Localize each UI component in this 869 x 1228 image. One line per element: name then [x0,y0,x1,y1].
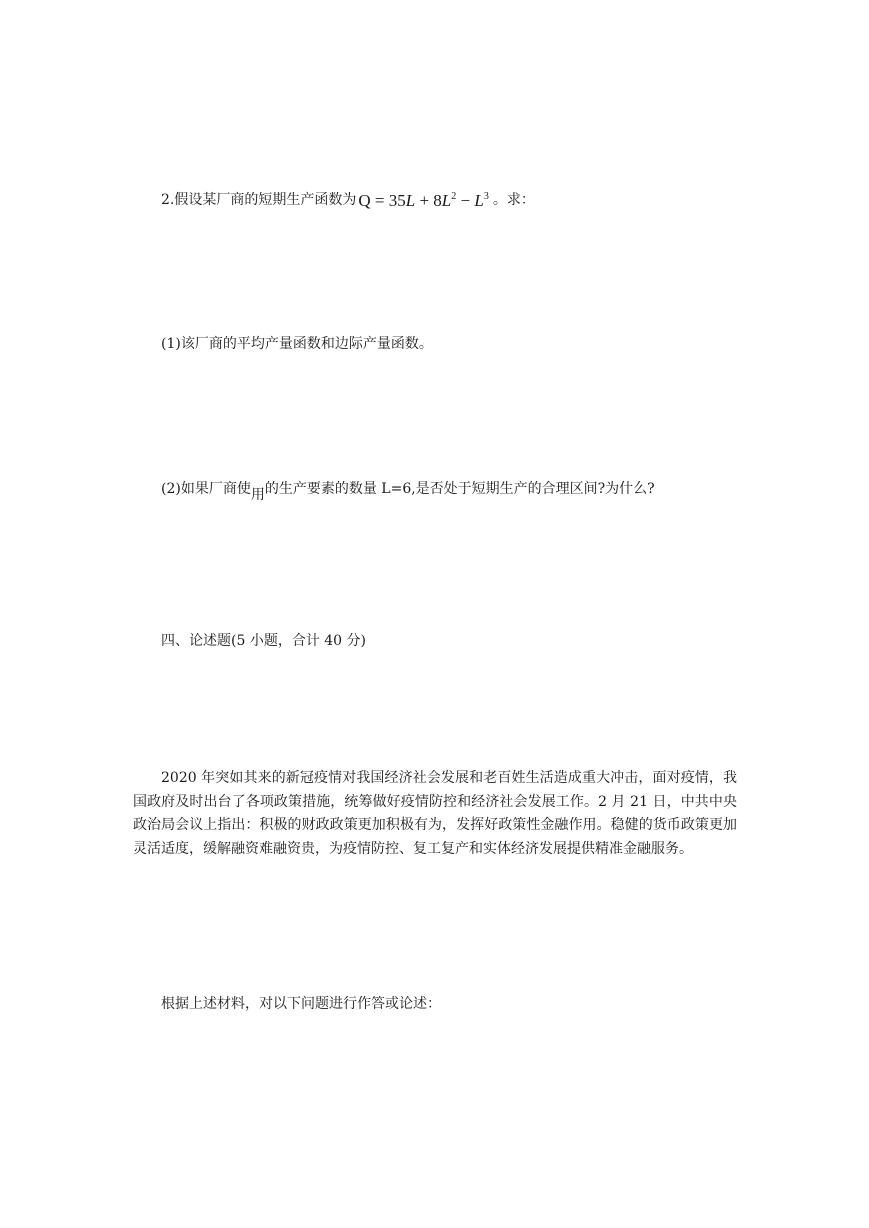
instruction-line: 根据上述材料，对以下问题进行作答或论述： [161,996,441,1012]
material-paragraph: 2020 年突如其来的新冠疫情对我国经济社会发展和老百姓生活造成重大冲击，面对疫情，我国政府及时出台了各项政策措施，统筹做好疫情防控和经济社会发展工作。2 月 21 日，中共中央政治局会议上指出：积极的财政政策更加积极有为，发挥好政策性金融作用。稳健的货币政策更加灵活适度，缓解融资难融资贵，为疫情防控、复工复产和实体经济发展提供精准金融服务。 [133,770,737,857]
question-2-part-1: (1)该厂商的平均产量函数和边际产量函数。 [161,336,433,352]
production-function-formula: $Q = 35L + 8L^2 - L^3$ [358,191,489,210]
question-2-part-2: (2)如果厂商使用的生产要素的数量 L=6,是否处于短期生产的合理区间?为什么? [161,481,655,503]
question-2-stem [161,190,535,211]
question-2-lead: 2.假设某厂商的短期生产函数为 [161,192,357,208]
question-2-tail: 。求： [492,192,535,208]
section-4-heading: 四、论述题(5 小题，合计 40 分) [161,633,366,649]
